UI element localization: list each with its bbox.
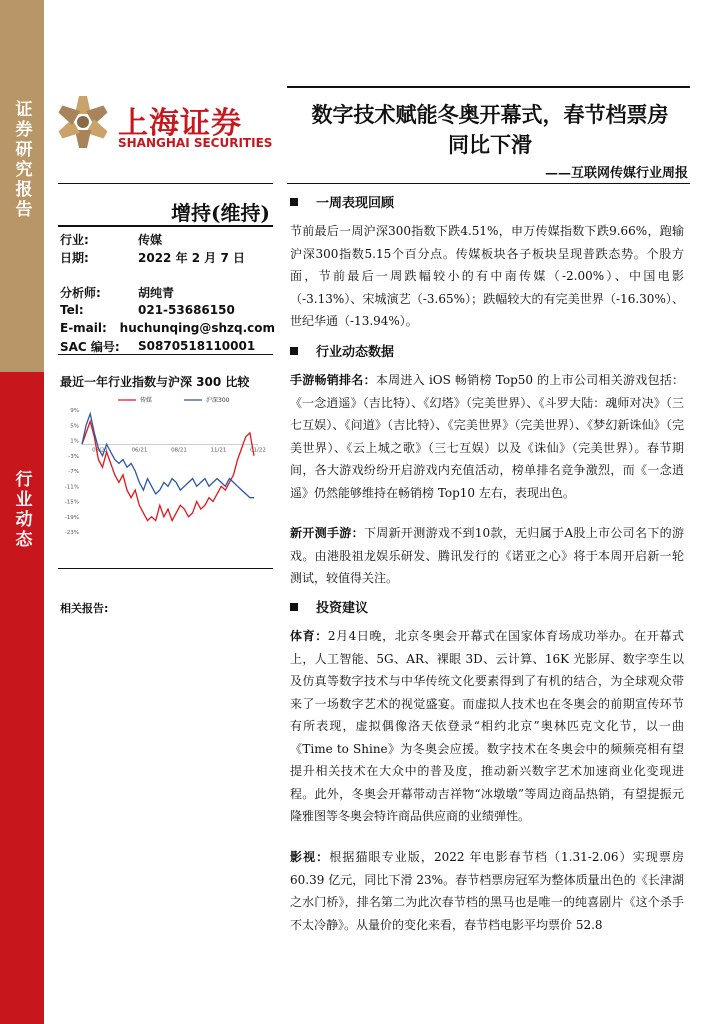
y-tick-label: -11% (64, 484, 79, 491)
info-value: 2022 年 2 月 7 日 (138, 250, 245, 265)
info-row (60, 319, 275, 337)
info-row (60, 301, 275, 319)
paragraph-label: 影视： (290, 850, 330, 864)
y-tick-label: 9% (70, 408, 79, 414)
section-title: 投资建议 (316, 601, 369, 616)
info-value: 021-53686150 (138, 303, 235, 317)
legend-label: 传媒 (140, 397, 153, 404)
x-tick-label: 08/21 (171, 447, 187, 454)
section-heading-investment-advice (290, 597, 368, 616)
info-key: E-mail: (60, 321, 107, 335)
info-row (60, 248, 275, 266)
section-heading-industry-data (290, 341, 394, 360)
analyst-rule (58, 354, 273, 355)
y-tick-label: -23% (64, 530, 79, 536)
y-tick-label: 5% (70, 423, 79, 430)
paragraph-text: 下周新开测游戏不到10款，无归属于A股上市公司名下的游戏。由港股祖龙娱乐研发、腾讯发行的《诺亚之心》将于本周开启新一轮测试，较值得关注。 (290, 526, 684, 585)
x-tick-label: 06/21 (131, 447, 148, 454)
subtitle-rule (287, 183, 690, 184)
paragraph-film (290, 846, 684, 936)
report-subtitle: ——互联网传媒行业周报 (544, 166, 688, 181)
info-key: SAC 编号: (60, 339, 120, 354)
paragraph-label: 体育： (290, 629, 328, 643)
rating-rule (58, 225, 273, 227)
info-key: 日期: (60, 250, 89, 265)
paragraph-mobile-game-ranking (290, 369, 684, 504)
info-key: 行业: (60, 232, 89, 247)
paragraph-weekly-review: 节前最后一周沪深300指数下跌4.51%，申万传媒指数下跌9.66%，跑输沪深300指数5.15个百分点。传媒板块各子板块呈现普跌态势。个股方面，节前最后一周跌幅较小的有中南传媒（-2.00%）、中国电影（-3.13%）、宋城演艺（-3.65%）；跌幅较大的有完美世界（-16.30%）、世纪华通（-13.94%）。 (290, 224, 684, 328)
y-tick-label: -15% (64, 499, 79, 506)
industry-info (60, 230, 275, 266)
info-value: huchunqing@shzq.com (119, 321, 275, 335)
legend-label: 沪深300 (206, 397, 230, 404)
related-reports-label: 相关报告: (60, 602, 109, 615)
paragraph-text: 本周进入 iOS 畅销榜 Top50 的上市公司相关游戏包括：《一念逍遥》（吉比特）、《幻塔》（完美世界）、《斗罗大陆：魂师对决》（三七互娱）、《问道》（吉比特）、《完美世界》（完美世界）、《梦幻新诛仙》（完美世界）、《云上城之歌》（三七互娱）以及《诛仙》（完美世界）。春节期间，各大游戏纷纷开启游戏内充值活动，榜单排名竞争激烈，而《一念逍遥》仍然能够维持在畅销榜 Top10 左右，表现出色。 (290, 373, 684, 500)
paragraph-sports (290, 625, 684, 828)
y-tick-label: -3% (68, 453, 79, 460)
square-bullet-icon (290, 603, 298, 611)
square-bullet-icon (290, 347, 298, 355)
y-tick-label: -19% (64, 514, 79, 521)
y-tick-label: -7% (68, 469, 79, 475)
info-key: 分析师: (60, 285, 101, 300)
info-value: 胡纯青 (138, 285, 175, 300)
title-line-1: 数字技术赋能冬奥开幕式，春节档票房 (311, 102, 669, 127)
info-value: S0870518110001 (138, 339, 256, 353)
rating: 增持(维持) (171, 201, 270, 225)
analyst-info (60, 283, 275, 355)
header-rule-left (58, 183, 273, 184)
series-line-0 (82, 421, 254, 520)
info-row (60, 283, 275, 301)
y-tick-label: 1% (70, 438, 79, 445)
x-tick-label: 11/21 (210, 447, 227, 454)
section-title: 行业动态数据 (316, 345, 395, 360)
shanghai-securities-logo-icon (56, 95, 110, 149)
report-title (290, 100, 690, 160)
section-heading-weekly-review (290, 192, 394, 211)
paragraph-text: 根据猫眼专业版，2022 年电影春节档（1.31-2.06）实现票房60.39 亿元，同比下滑 23%。春节档票房冠军为整体质量出色的《长津湖之水门桥》，排名第二为此次春节档的黑马也是唯一的纯喜剧片《这个杀手不太冷静》。从量价的变化来看，春节档电影平均票价 52.8 (290, 850, 684, 932)
paragraph-text: 2月4日晚，北京冬奥会开幕式在国家体育场成功举办。在开幕式上，人工智能、5G、AR、裸眼 3D、云计算、16K 光影屏、数字孪生以及仿真等数字技术与中华传统文化要素得到了有机的结合，为全球观众带来了一场数字艺术的视觉盛宴。而虚拟人技术也在冬奥会的前期宣传环节有所表现，虚拟偶像洛天依登录“相约北京”奥林匹克文化节，以一曲《Time to Shine》为冬奥会应援。数字技术在冬奥会中的频频亮相有望提升相关技术在大众中的普及度，推动新兴数字艺术加速商业化变现进程。此外，冬奥会开幕带动吉祥物“冰墩墩”等周边商品热销，有望提振元隆雅图等冬奥会特许商品供应商的业绩弹性。 (290, 629, 684, 823)
brand-name-en: SHANGHAI SECURITIES (118, 136, 273, 150)
paragraph-new-games (290, 522, 684, 590)
brand-name-cn: 上海证券 (118, 106, 242, 141)
sidebar-category-label: 行业动态 (11, 470, 32, 550)
sidebar-report-label: 证券研究报告 (11, 100, 32, 220)
x-tick-label: 01/22 (250, 447, 266, 454)
info-key: Tel: (60, 303, 84, 317)
chart-title: 最近一年行业指数与沪深 300 比较 (60, 375, 250, 389)
section-title: 一周表现回顾 (316, 196, 395, 211)
info-value: 传媒 (138, 232, 163, 247)
paragraph-label: 新开测手游： (290, 526, 364, 540)
square-bullet-icon (290, 198, 298, 206)
title-line-2: 同比下滑 (448, 132, 532, 157)
info-row (60, 230, 275, 248)
x-tick-label: 03/21 (92, 447, 108, 454)
index-comparison-chart (58, 392, 270, 542)
info-row (60, 337, 275, 355)
paragraph-label: 手游畅销排名： (290, 373, 376, 387)
header-rule-right (287, 86, 690, 88)
chart-rule (58, 568, 273, 569)
